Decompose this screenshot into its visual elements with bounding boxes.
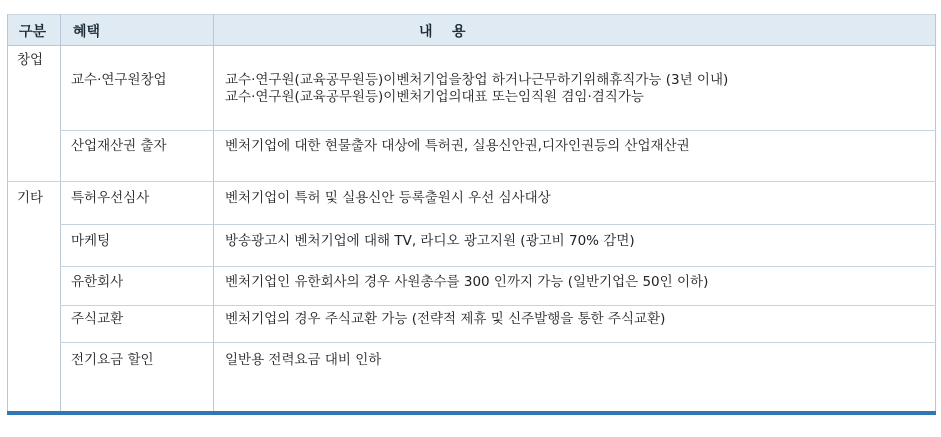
content-line: 교수·연구원(교육공무원등)이벤처기업의대표 또는임직원 겸임·겸직가능 bbox=[225, 89, 644, 105]
group-divider bbox=[7, 181, 936, 182]
table-border-left bbox=[7, 14, 8, 414]
row-divider bbox=[60, 224, 936, 225]
benefit-cell: 산업재산권 출자 bbox=[71, 138, 167, 154]
row-divider bbox=[60, 305, 936, 306]
column-divider-2 bbox=[213, 14, 214, 414]
header-benefit: 혜택 bbox=[73, 24, 101, 40]
benefit-cell: 유한회사 bbox=[71, 274, 124, 290]
benefit-cell: 전기요금 할인 bbox=[71, 352, 154, 368]
content-cell: 방송광고시 벤처기업에 대해 TV, 라디오 광고지원 (광고비 70% 감면) bbox=[225, 233, 635, 249]
content-cell: 일반용 전력요금 대비 인하 bbox=[225, 352, 382, 368]
row-divider bbox=[60, 266, 936, 267]
benefit-cell: 마케팅 bbox=[71, 233, 111, 249]
content-cell: 벤처기업인 유한회사의 경우 사원총수를 300 인까지 가능 (일반기업은 50인 이하) bbox=[225, 274, 709, 290]
content-cell: 벤처기업이 특허 및 실용신안 등록출원시 우선 심사대상 bbox=[225, 190, 551, 206]
content-cell bbox=[225, 72, 728, 106]
table-border-right bbox=[935, 14, 936, 414]
content-cell: 벤처기업의 경우 주식교환 가능 (전략적 제휴 및 신주발행을 통한 주식교환) bbox=[225, 311, 666, 327]
category-other: 기타 bbox=[17, 190, 44, 206]
table-header bbox=[7, 14, 936, 46]
benefit-cell: 특허우선심사 bbox=[71, 190, 150, 206]
content-cell: 벤처기업에 대한 현물출자 대상에 특허권, 실용신안권,디자인권등의 산업재산권 bbox=[225, 138, 690, 154]
table-bottom-bar bbox=[7, 411, 936, 415]
header-category: 구분 bbox=[19, 24, 47, 40]
content-line: 교수·연구원(교육공무원등)이벤처기업을창업 하거나근무하기위해휴직가능 (3년 이내) bbox=[225, 72, 729, 88]
column-divider-1 bbox=[60, 14, 61, 414]
row-divider bbox=[60, 130, 936, 131]
category-startup: 창업 bbox=[17, 52, 44, 68]
row-divider bbox=[60, 342, 936, 343]
benefits-table bbox=[7, 14, 936, 414]
benefit-cell: 교수·연구원창업 bbox=[71, 72, 167, 88]
header-content: 내 용 bbox=[419, 24, 466, 40]
benefit-cell: 주식교환 bbox=[71, 311, 124, 327]
